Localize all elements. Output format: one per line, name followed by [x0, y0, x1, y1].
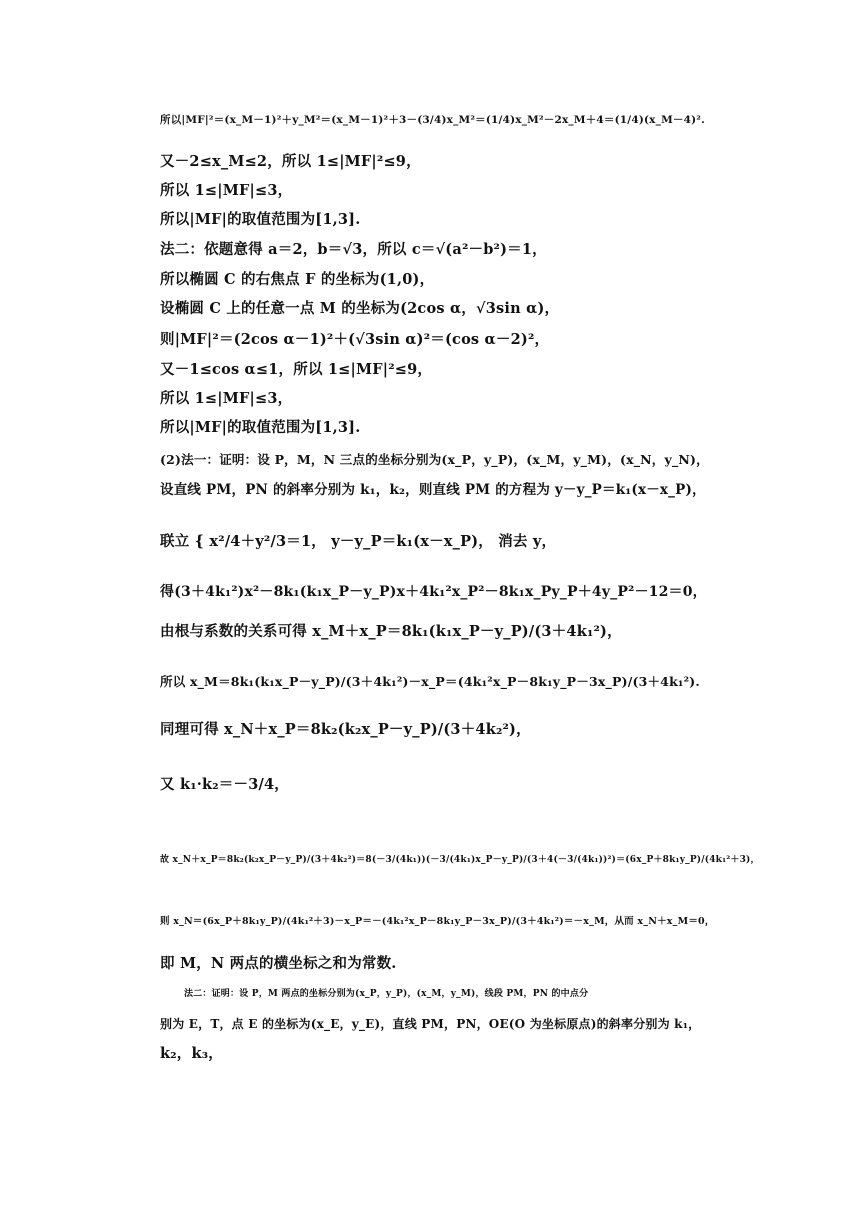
text-line: 即 M，N 两点的横坐标之和为常数. — [160, 955, 397, 972]
text-line: k₂，k₃， — [160, 1045, 223, 1062]
text-line: 联立 { x²/4＋y²/3＝1， y－y_P＝k₁(x－x_P)， 消去 y， — [160, 533, 557, 550]
text-line: 又－2≤x_M≤2，所以 1≤|MF|²≤9， — [160, 153, 421, 170]
text-line: 法二：证明：设 P，M 两点的坐标分别为(x_P，y_P)，(x_M，y_M)，线段 PM，PN 的中点分 — [184, 989, 589, 999]
text-line: 又 k₁·k₂＝－3/4， — [160, 776, 289, 793]
text-line: 得(3＋4k₁²)x²－8k₁(k₁x_P－y_P)x＋4k₁²x_P²－8k₁x_Py_P＋4y_P²－12＝0， — [160, 584, 707, 600]
text-line: 所以 x_M＝8k₁(k₁x_P－y_P)/(3＋4k₁²)－x_P＝(4k₁²x_P－8k₁y_P－3x_P)/(3＋4k₁²). — [160, 674, 700, 689]
text-line: 故 x_N＋x_P＝8k₂(k₂x_P－y_P)/(3＋4k₂²)＝8(－3/(4k₁))(－3/(4k₁)x_P－y_P)/(3＋4(－3/(4k₁))²)＝(6x_P＋8k₁y_P)/(4k₁²＋3)， — [160, 855, 760, 865]
text-line: 设直线 PM，PN 的斜率分别为 k₁，k₂，则直线 PM 的方程为 y－y_P＝k₁(x－x_P)， — [160, 482, 706, 498]
text-line: 设椭圆 C 上的任意一点 M 的坐标为(2cos α，√3sin α)， — [160, 300, 560, 317]
text-line: 所以|MF|的取值范围为[1,3]. — [160, 419, 361, 436]
text-line: 又－1≤cos α≤1，所以 1≤|MF|²≤9， — [160, 361, 433, 378]
text-line: (2)法一：证明：设 P，M，N 三点的坐标分别为(x_P，y_P)，(x_M，y_M)，(x_N，y_N)， — [160, 452, 709, 467]
text-line: 法二：依题意得 a＝2，b＝√3，所以 c＝√(a²－b²)＝1， — [160, 241, 547, 258]
text-line: 所以 1≤|MF|≤3， — [160, 390, 293, 407]
text-line: 由根与系数的关系可得 x_M＋x_P＝8k₁(k₁x_P－y_P)/(3＋4k₁²)， — [160, 623, 622, 640]
text-line: 别为 E，T，点 E 的坐标为(x_E，y_E)，直线 PM，PN，OE(O 为坐标原点)的斜率分别为 k₁， — [160, 1017, 701, 1031]
text-line: 所以|MF|的取值范围为[1,3]. — [160, 211, 361, 228]
text-line: 所以 1≤|MF|≤3， — [160, 182, 293, 199]
text-line: 则|MF|²＝(2cos α－1)²＋(√3sin α)²＝(cos α－2)²， — [160, 331, 550, 348]
text-line: 同理可得 x_N＋x_P＝8k₂(k₂x_P－y_P)/(3＋4k₂²)， — [160, 721, 531, 738]
text-line: 所以|MF|²＝(x_M－1)²＋y_M²＝(x_M－1)²＋3－(3/4)x_M²＝(1/4)x_M²－2x_M＋4＝(1/4)(x_M－4)². — [160, 114, 705, 126]
text-line: 则 x_N＝(6x_P＋8k₁y_P)/(4k₁²＋3)－x_P＝－(4k₁²x_P－8k₁y_P－3x_P)/(3＋4k₁²)＝－x_M，从而 x_N＋x_M＝0， — [160, 916, 715, 927]
text-line: 所以椭圆 C 的右焦点 F 的坐标为(1,0)， — [160, 271, 435, 288]
